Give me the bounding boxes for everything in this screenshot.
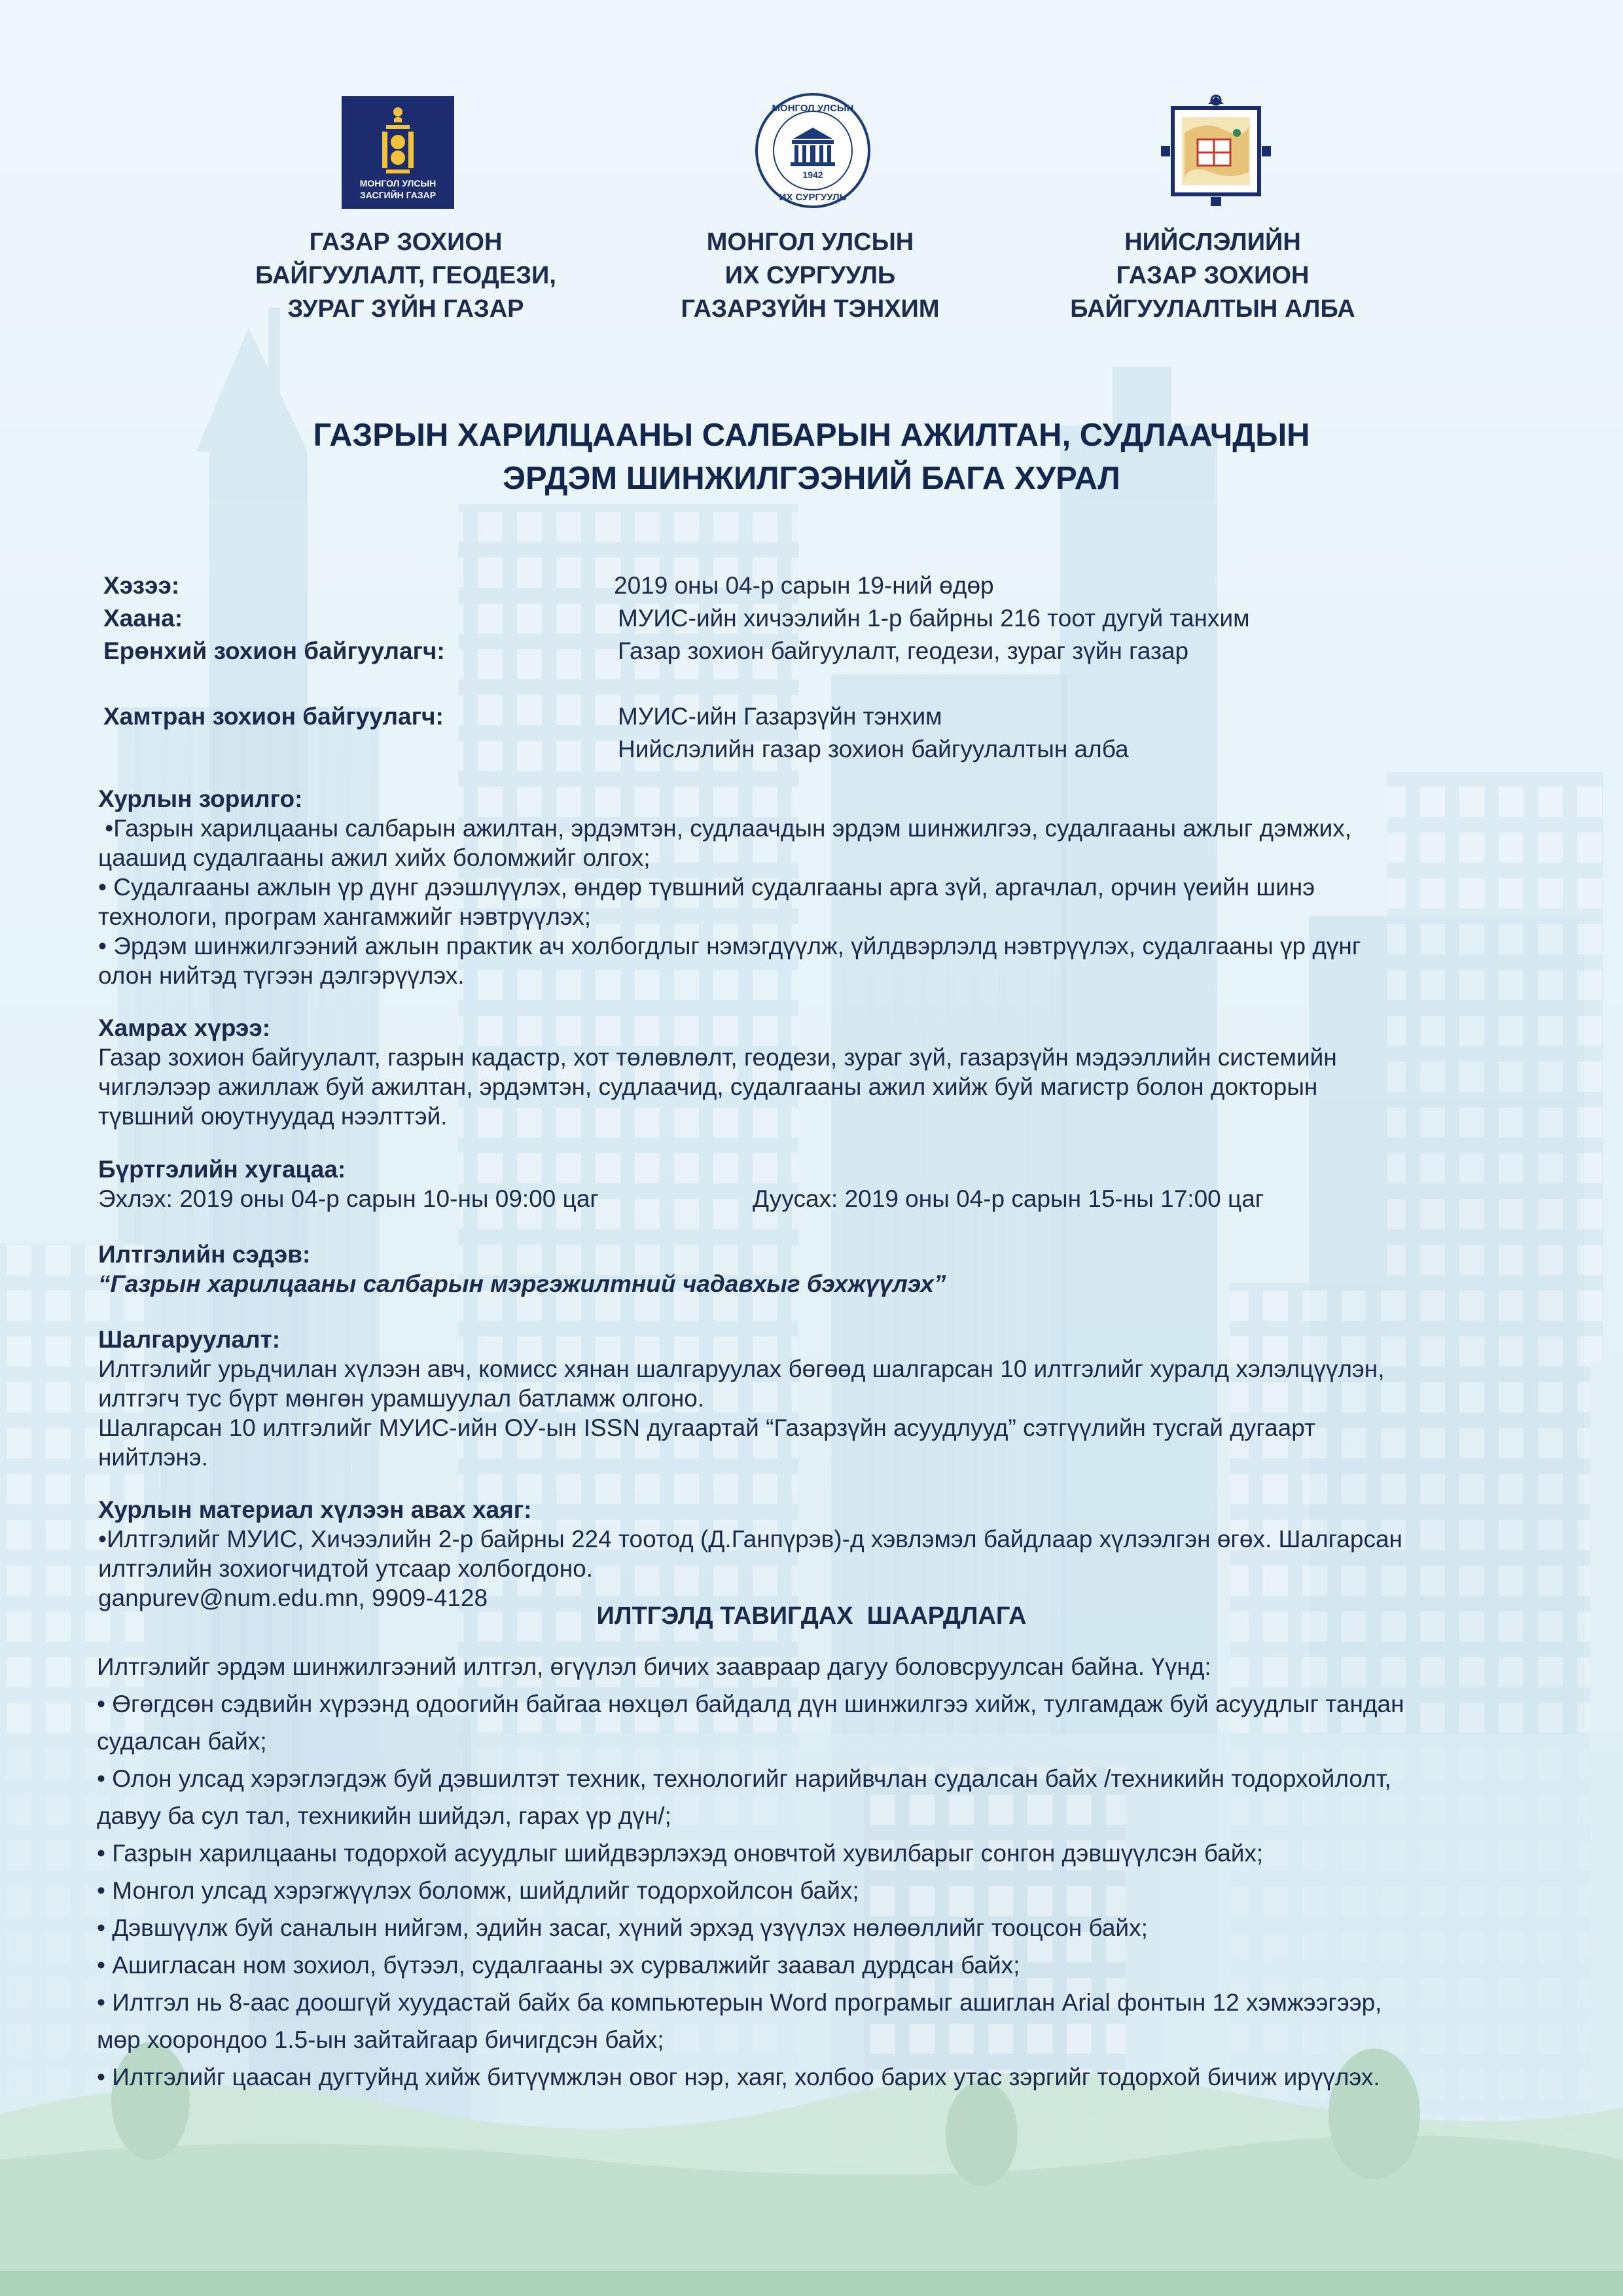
requirement-line: Илтгэлийг эрдэм шинжилгээний илтгэл, өгүүлэл бичих заавраар дагуу боловсруулсан байна. Үүнд: (97, 1653, 1211, 1680)
theme-text: “Газрын харилцааны салбарын мэргэжилтний чадавхыг бэхжүүлэх” (98, 1270, 946, 1297)
requirement-line: судалсан байх; (97, 1728, 267, 1755)
requirement-line: • Илтгэлийг цаасан дугтуйнд хийж битүүмжлэн овог нэр, хаяг, холбоо барих утас зэргийг тодорхой бичиж ирүүлэх. (97, 2064, 1380, 2090)
organizer-line: ГАЗАР ЗОХИОН (1116, 262, 1310, 289)
goal-line: цаашид судалгааны ажил хийх боломжийг олгох; (98, 844, 651, 871)
co-organizer-label: Хамтран зохион байгуулагч: (103, 703, 444, 730)
university-seal-icon (754, 92, 872, 209)
requirement-line: мөр хоорондоо 1.5-ын зайтайгаар бичигдсэн байх; (97, 2026, 664, 2053)
organizer-name-university (614, 226, 1007, 326)
selection-section (98, 1325, 1577, 1472)
selection-line: илтгэгч тус бүрт мөнгөн урамшуулал батламж олгоно. (98, 1385, 705, 1412)
requirement-line: • Өгөгдсөн сэдвийн хүрээнд одоогийн байгаа нөхцөл байдалд дүн шинжилгээ хийж, тулгамдаж буй асуудлыг тандан (97, 1691, 1404, 1717)
requirement-line: давуу ба сул тал, техникийн шийдэл, гарах үр дүн/; (97, 1803, 671, 1829)
registration-end: Дуусах: 2019 оны 04-р сарын 15-ны 17:00 цаг (753, 1185, 1264, 1212)
organizer-line: БАЙГУУЛАЛТ, ГЕОДЕЗИ, (255, 262, 556, 289)
svg-text:ИХ СУРГУУЛЬ: ИХ СУРГУУЛЬ (779, 192, 847, 203)
organizer-line: ГАЗАР ЗОХИОН (309, 228, 503, 256)
co-organizer-value: МУИС-ийн Газарзүйн тэнхим (618, 703, 942, 730)
selection-title: Шалгаруулалт: (98, 1326, 281, 1353)
organizer-line: БАЙГУУЛАЛТЫН АЛБА (1070, 295, 1355, 323)
where-value: МУИС-ийн хичээлийн 1-р байрны 216 тоот дугуй танхим (618, 605, 1250, 632)
submission-contact: ganpurev@num.edu.mn, 9909-4128 (98, 1585, 488, 1611)
when-label: Хэзээ: (103, 572, 180, 599)
scope-line: чиглэлээр ажиллаж буй ажилтан, эрдэмтэн, судлаачид, судалгааны ажил хийж буй магистр болон докторын (98, 1073, 1318, 1100)
requirements-title: ИЛТГЭЛД ТАВИГДАХ ШААРДЛАГА (596, 1602, 1027, 1630)
goal-title: Хурлын зорилго: (98, 785, 303, 812)
goal-line: •Газрын харилцааны салбарын ажилтан, эрдэмтэн, судлаачдын эрдэм шинжилгээ, судалгааны ажлыг дэмжих, (98, 815, 1352, 842)
where-label: Хаана: (103, 605, 183, 632)
theme-title: Илтгэлийн сэдэв: (98, 1241, 311, 1268)
goal-line: технологи, програм хангамжийг нэвтрүүлэх; (98, 903, 592, 930)
organizer-name-city-agency (1016, 226, 1409, 326)
goal-section (98, 784, 1577, 990)
organizer-line: НИЙСЛЭЛИЙН (1124, 228, 1301, 256)
title-line: ЭРДЭМ ШИНЖИЛГЭЭНИЙ БАГА ХУРАЛ (503, 461, 1120, 496)
requirement-line: • Дэвшүүлж буй саналын нийгэм, эдийн засаг, хүний эрхэд үзүүлэх нөлөөллийг тооцсон байх; (97, 1914, 1148, 1941)
selection-line: Илтгэлийг урьдчилан хүлээн авч, комисс хянан шалгаруулах бөгөөд шалгарсан 10 илтгэлийг хуралд хэлэлцүүлэн, (98, 1355, 1385, 1382)
requirements-list (97, 1648, 1576, 2096)
scope-line: түвшний оюутнуудад нээлттэй. (98, 1103, 448, 1130)
selection-line: нийтлэнэ. (98, 1444, 208, 1471)
scope-line: Газар зохион байгуулалт, газрын кадастр, хот төлөвлөлт, геодези, зураг зүй, газарзүйн мэдээллийн системийн (98, 1044, 1337, 1071)
registration-section (98, 1155, 1577, 1213)
selection-line: Шалгарсан 10 илтгэлийг МУИС-ийн ОУ-ын ISSN дугаартай “Газарзүйн асуудлууд” сэтгүүлийн тусгай дугаарт (98, 1414, 1315, 1441)
title-line: ГАЗРЫН ХАРИЛЦААНЫ САЛБАРЫН АЖИЛТАН, СУДЛААЧДЫН (313, 418, 1310, 453)
main-organizer-label: Ерөнхий зохион байгуулагч: (103, 637, 445, 664)
page-title (0, 414, 1623, 500)
main-organizer-value: Газар зохион байгуулалт, геодези, зураг зүйн газар (618, 637, 1189, 664)
soyombo-emblem-icon (342, 96, 454, 209)
svg-text:МОНГОЛ УЛСЫН: МОНГОЛ УЛСЫН (359, 178, 437, 188)
requirement-line: • Илтгэл нь 8-аас доошгүй хуудастай байх ба компьютерын Word програмыг ашиглан Arial фонтын 12 хэмжээгээр, (97, 1989, 1382, 2016)
svg-text:МОНГОЛ УЛСЫН: МОНГОЛ УЛСЫН (772, 103, 854, 114)
svg-text:ЗАСГИЙН ГАЗАР: ЗАСГИЙН ГАЗАР (359, 190, 437, 200)
theme-section (98, 1240, 1577, 1299)
goal-line: • Судалгааны ажлын үр дүнг дээшлүүлэх, өндөр түвшний судалгааны арга зүй, аргачлал, орчин үеийн шинэ (98, 874, 1315, 901)
city-agency-emblem-icon (1158, 94, 1274, 209)
requirement-line: • Ашигласан ном зохиол, бүтээл, судалгааны эх сурвалжийг заавал дурдсан байх; (97, 1952, 1020, 1979)
submission-line: •Илтгэлийг МУИС, Хичээлийн 2-р байрны 224 тоотод (Д.Ганпүрэв)-д хэвлэмэл байдлаар хүлээлгэн өгөх. Шалгарсан (98, 1526, 1402, 1552)
goal-line: олон нийтэд түгээн дэлгэрүүлэх. (98, 962, 465, 989)
organizer-line: ЗУРАГ ЗҮЙН ГАЗАР (287, 295, 524, 323)
registration-start: Эхлэх: 2019 оны 04-р сарын 10-ны 09:00 цаг (98, 1185, 599, 1212)
registration-title: Бүртгэлийн хугацаа: (98, 1156, 346, 1183)
organizer-line: МОНГОЛ УЛСЫН (706, 228, 914, 256)
organizer-line: ГАЗАРЗҮЙН ТЭНХИМ (681, 295, 940, 323)
submission-line: илтгэлийн зохиогчидтой утсаар холбогдоно. (98, 1555, 593, 1582)
organizer-line: ИХ СУРГУУЛЬ (724, 262, 896, 289)
organizer-name-government (209, 226, 602, 326)
scope-title: Хамрах хүрээ: (98, 1014, 271, 1041)
requirement-line: • Газрын харилцааны тодорхой асуудлыг шийдвэрлэхэд оновчтой хувилбарыг сонгон дэвшүүлсэн байх; (97, 1840, 1264, 1867)
scope-section (98, 1013, 1577, 1131)
requirement-line: • Монгол улсад хэрэгжүүлэх боломж, шийдлийг тодорхойлсон байх; (97, 1877, 859, 1904)
requirement-line: • Олон улсад хэрэглэгдэж буй дэвшилтэт техник, технологийг нарийвчлан судалсан байх /техникийн тодорхойлолт, (97, 1765, 1391, 1792)
submission-title: Хурлын материал хүлээн авах хаяг: (98, 1496, 532, 1523)
co-organizer-value-2: Нийслэлийн газар зохион байгуулалтын алба (618, 736, 1129, 762)
when-value: 2019 оны 04-р сарын 19-ний өдөр (614, 572, 994, 599)
goal-line: • Эрдэм шинжилгээний ажлын практик ач холбогдлыг нэмэгдүүлж, үйлдвэрлэлд нэвтрүүлэх, судалгааны үр дүнг (98, 933, 1361, 960)
submission-section (98, 1495, 1577, 1613)
svg-text:1942: 1942 (802, 170, 823, 180)
